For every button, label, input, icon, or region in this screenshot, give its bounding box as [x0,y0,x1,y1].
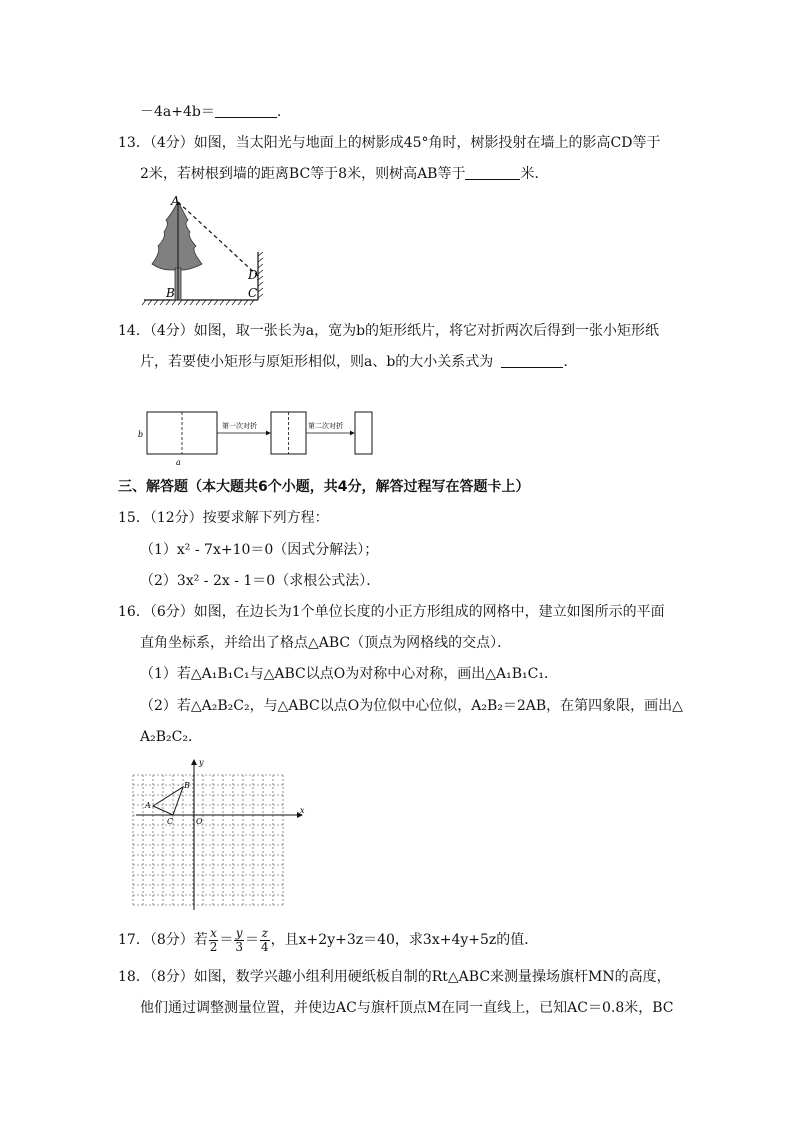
label-b: b [138,430,144,439]
label-B: B [184,781,190,790]
q14-text: 如图，取一张长为a，宽为b的矩形纸片，将它对折两次后得到一张小矩形纸 [193,323,660,339]
label-A: A [171,194,180,208]
q14-line1 [118,321,659,341]
q16-part2: （2）若△A₂B₂C₂，与△ABC以点O为位似中心位似，A₂B₂＝2AB，在第四象限，画出△ [140,698,683,714]
section-heading: 三、解答题（本大题共6个小题，共4分，解答过程写在答题卡上） [118,479,530,495]
label-C: C [248,286,258,300]
fraction-x-over-2: $\frac{x}{2}$ [209,925,218,954]
q14-line2: 片，若要使小矩形与原矩形相似，则a、b的大小关系式为 . [140,354,568,370]
fraction-y-over-3: $\frac{y}{3}$ [235,925,244,954]
q18-line1: 18．（8分）如图，数学兴趣小组利用硬纸板自制的Rt△ABC来测量操场旗杆MN的高度， [118,969,671,985]
x-axis-label: x [300,806,305,815]
q13-line1 [118,133,660,153]
label-A: A [145,801,151,810]
q18-line2: 他们通过调整测量位置，并使边AC与旗杆顶点M在同一直线上，已知AC＝0.8米，BC [140,1000,674,1016]
q14-number: 14．（4分） [118,323,194,339]
q13-number: 13．（4分） [118,135,194,151]
q16-part1: （1）若△A₁B₁C₁与△ABC以点O为对称中心对称，画出△A₁B₁C₁． [140,666,558,682]
tree-crown [152,202,202,270]
answer-blank [465,165,520,180]
q13-line2: 2米，若树根到墙的距离BC等于8米，则树高AB等于 米． [140,166,549,182]
q15-number: 15．（12分） [118,510,203,526]
origin-label: O [196,817,203,826]
expression: －4a+4b＝ [140,104,215,120]
label-C: C [167,817,174,826]
fraction-z-over-4: $\frac{z}{4}$ [261,925,269,954]
q16-number: 16．（6分） [118,604,194,620]
q12-continuation: －4a+4b＝ . [140,104,282,120]
label-B: B [166,286,175,300]
label-D: D [248,268,258,282]
q16-line1: 16．（6分）如图，在边长为1个单位长度的小正方形组成的网格中，建立如图所示的平面 [118,604,665,620]
q15-line1: 15．（12分）按要求解下列方程： [118,510,329,526]
coordinate-grid-figure [132,758,312,914]
label-a: a [176,458,181,467]
folding-figure [136,406,376,468]
answer-blank [215,103,277,118]
q18-number: 18．（8分） [118,969,194,985]
q17-number: 17．（8分） [118,932,194,948]
fold-label-1: 第一次对折 [222,422,257,430]
y-axis-label: y [199,758,204,767]
q17-line: 17．（8分）若 $\frac{x}{2}$ ＝ $\frac{y}{3}$ ＝ $\frac{z}{4}$ ，且x+2y+3z＝40，求3x+4y+5z的值． [118,925,539,954]
triangle-ABC [153,787,183,815]
tree-shadow-figure [138,194,278,308]
q15-part2: （2）3x² - 2x - 1＝0（求根公式法）． [140,573,381,589]
q16-line2: 直角坐标系，并给出了格点△ABC（顶点为网格线的交点）． [140,635,512,651]
q16-part2-cont: A₂B₂C₂． [140,729,202,745]
q15-part1: （1）x² - 7x+10＝0（因式分解法）； [140,542,379,558]
answer-blank [501,353,563,368]
fold-label-2: 第二次对折 [308,422,343,430]
q13-text: 如图，当太阳光与地面上的树影成45°角时，树影投射在墙上的影高CD等于 [193,135,661,151]
